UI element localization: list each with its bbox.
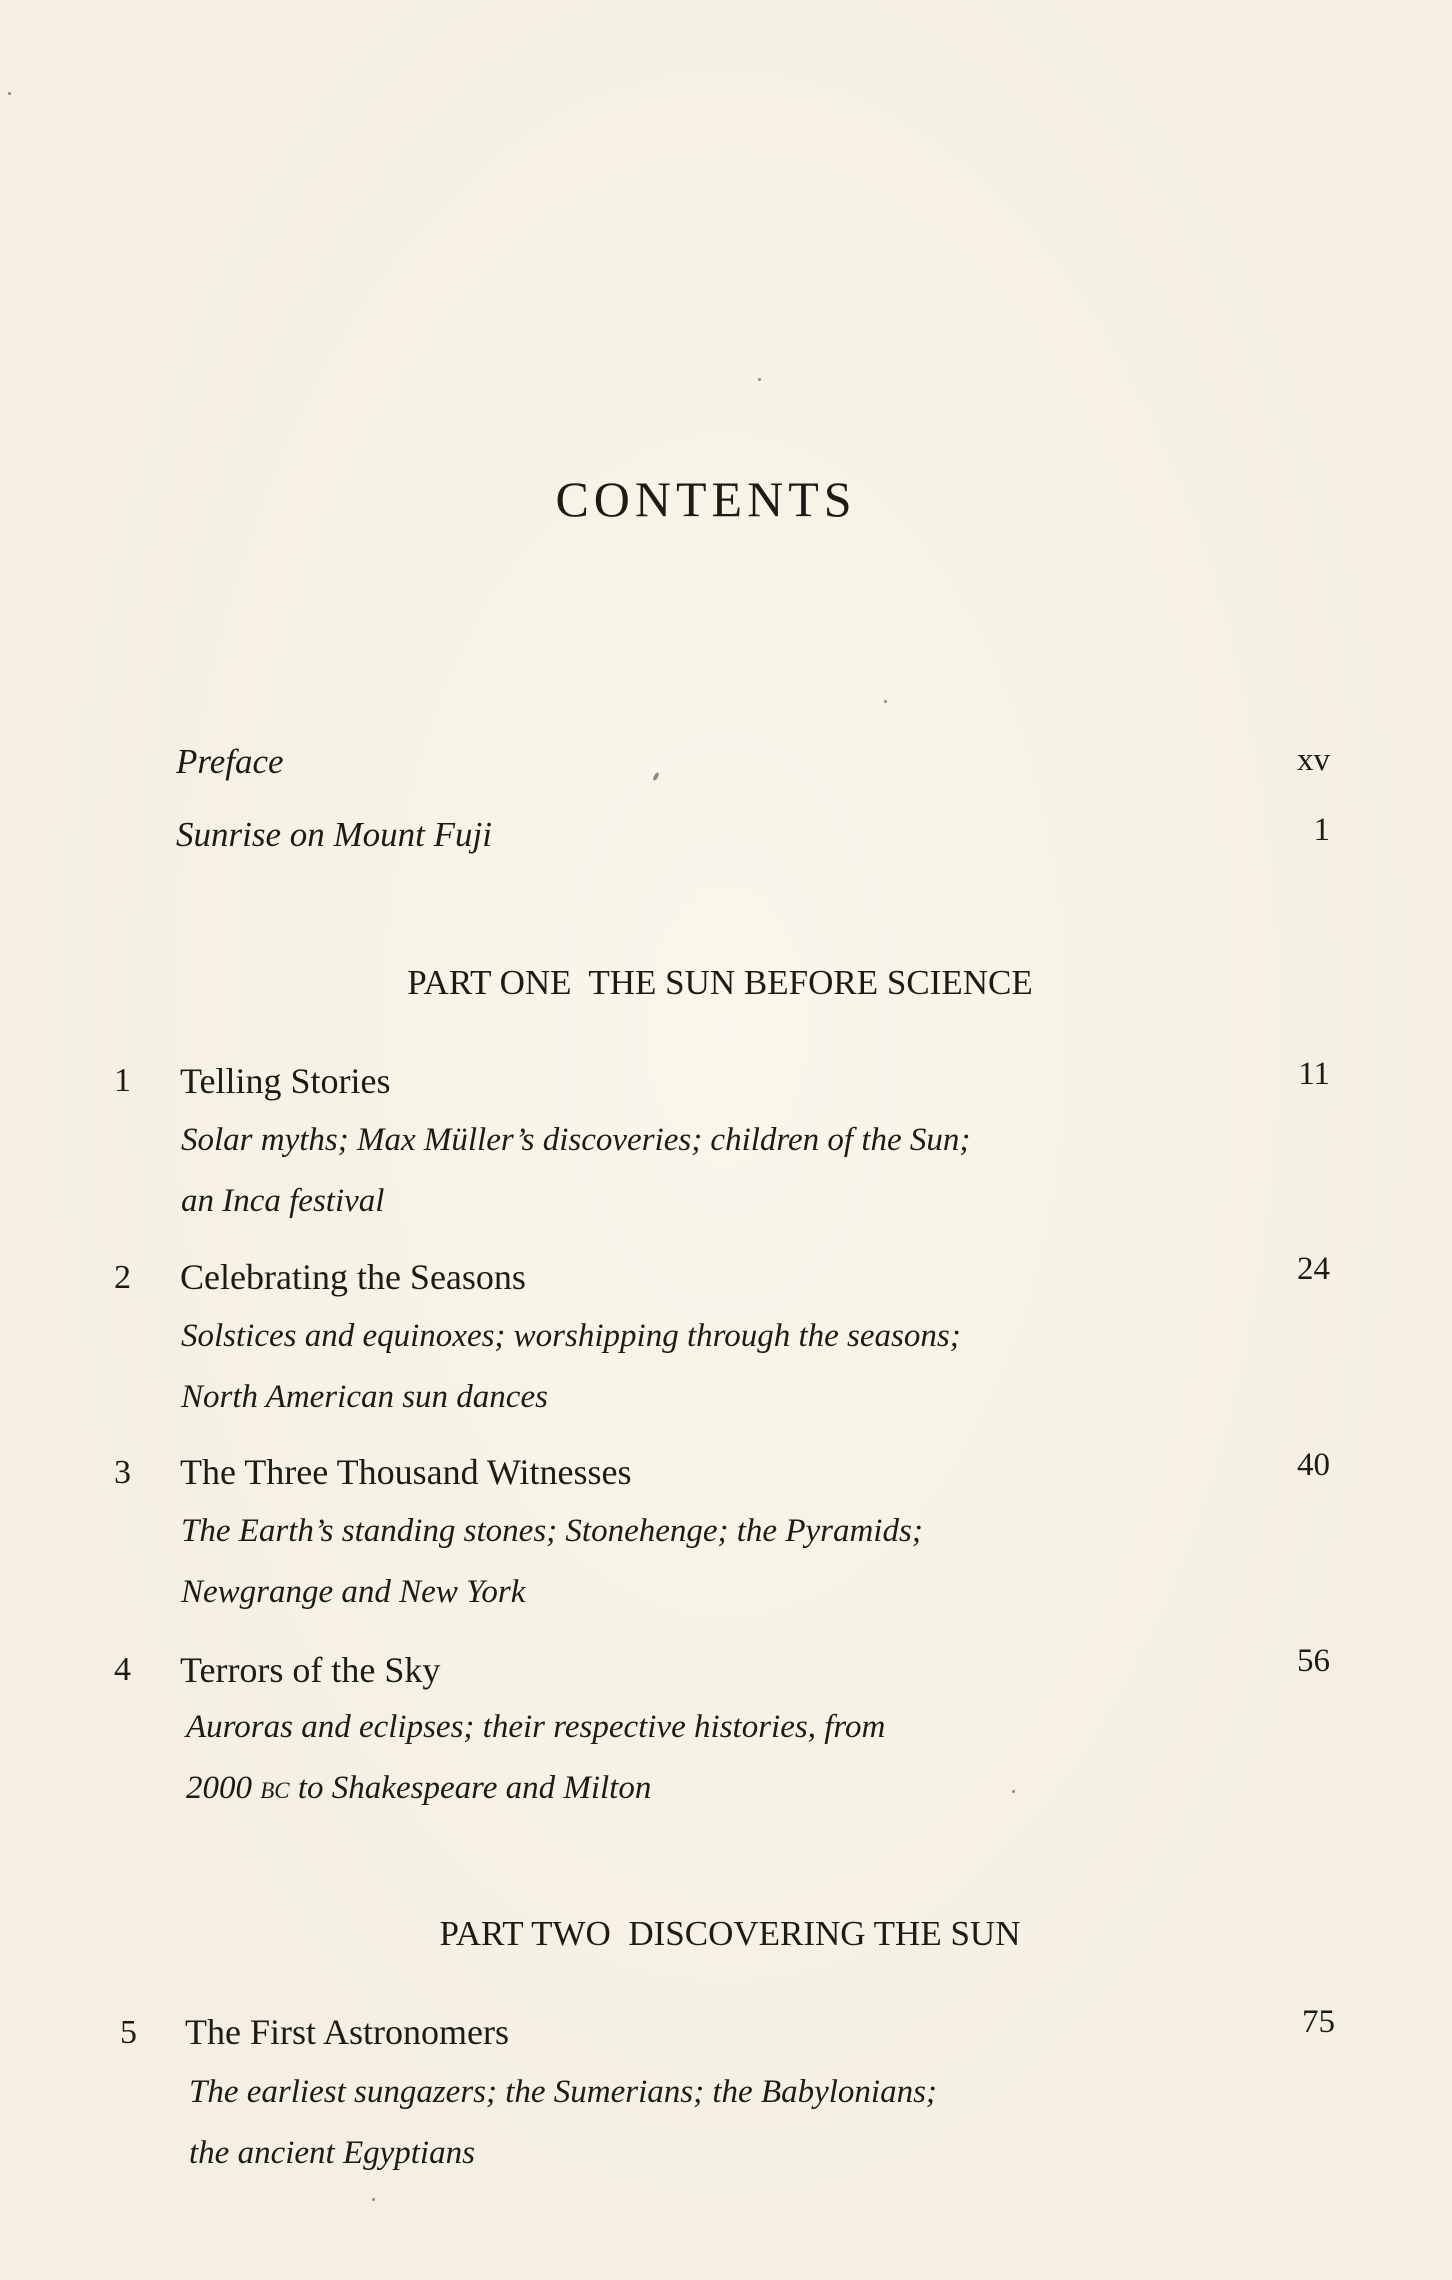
chapter-page: 40 xyxy=(1297,1447,1330,1483)
era-abbreviation: bc xyxy=(260,1770,290,1806)
front-matter-title: Sunrise on Mount Fuji xyxy=(176,815,492,854)
description-line: North American sun dances xyxy=(181,1379,548,1415)
paper-speck xyxy=(758,378,761,381)
year-text: 2000 xyxy=(186,1770,261,1806)
contents-heading: CONTENTS xyxy=(555,471,857,527)
chapter-number: 5 xyxy=(120,2014,137,2051)
chapter-page: 11 xyxy=(1298,1056,1330,1092)
description-line xyxy=(186,1758,1186,1819)
chapter-number: 3 xyxy=(114,1454,131,1491)
chapter-description xyxy=(189,2062,1189,2184)
front-matter-page: 1 xyxy=(1313,812,1330,848)
description-line: Solar myths; Max Müller’s discoveries; children of the Sun; xyxy=(181,1122,971,1158)
description-tail: to Shakespeare and Milton xyxy=(289,1770,652,1806)
chapter-number: 2 xyxy=(114,1259,131,1296)
front-matter-page: xv xyxy=(1297,742,1330,778)
description-line: Auroras and eclipses; their respective histories, from xyxy=(186,1709,886,1745)
chapter-title: Celebrating the Seasons xyxy=(180,1257,526,1297)
chapter-page: 56 xyxy=(1297,1643,1330,1679)
part-heading: PART ONE THE SUN BEFORE SCIENCE xyxy=(407,963,1033,1002)
chapter-title: The First Astronomers xyxy=(185,2012,509,2052)
paper-speck xyxy=(1012,1790,1015,1793)
paper-speck xyxy=(8,92,11,95)
chapter-description xyxy=(181,1306,1181,1428)
chapter-title: The Three Thousand Witnesses xyxy=(180,1452,632,1492)
chapter-title: Telling Stories xyxy=(180,1061,391,1101)
description-line: an Inca festival xyxy=(181,1183,385,1219)
description-line: Solstices and equinoxes; worshipping through the seasons; xyxy=(181,1318,961,1354)
chapter-description xyxy=(181,1501,1181,1623)
chapter-description xyxy=(181,1110,1181,1232)
description-line: The earliest sungazers; the Sumerians; the Babylonians; xyxy=(189,2074,937,2110)
chapter-number: 4 xyxy=(114,1651,131,1688)
description-line: The Earth’s standing stones; Stonehenge; the Pyramids; xyxy=(181,1513,923,1549)
chapter-number: 1 xyxy=(114,1062,131,1099)
chapter-description xyxy=(186,1697,1186,1819)
description-line: Newgrange and New York xyxy=(181,1574,526,1610)
paper-speck xyxy=(652,772,660,782)
paper-speck xyxy=(884,700,887,703)
part-heading: PART TWO DISCOVERING THE SUN xyxy=(439,1914,1021,1953)
front-matter-title: Preface xyxy=(176,742,284,781)
description-line: the ancient Egyptians xyxy=(189,2135,475,2171)
paper-speck xyxy=(372,2198,375,2201)
chapter-page: 75 xyxy=(1302,2004,1335,2040)
chapter-title: Terrors of the Sky xyxy=(180,1650,441,1690)
chapter-page: 24 xyxy=(1297,1251,1330,1287)
